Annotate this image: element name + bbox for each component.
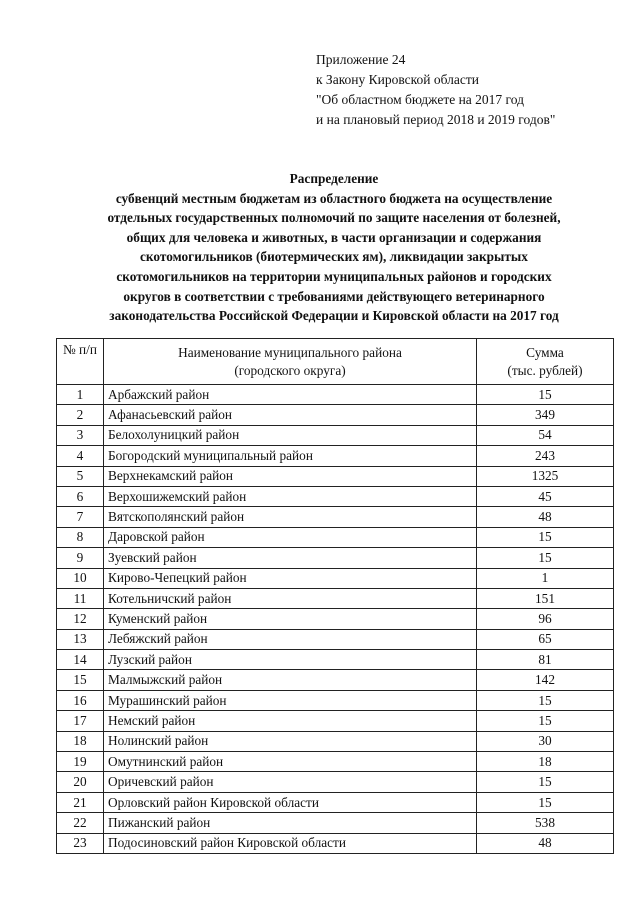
- title-line: законодательства Российской Федерации и Кировской области на 2017 год: [109, 308, 559, 324]
- row-number: 21: [57, 792, 104, 812]
- district-name: Белохолуницкий район: [104, 425, 477, 445]
- title-line: округов в соответствии с требованиями действующего ветеринарного: [123, 288, 545, 304]
- table-row: [57, 446, 614, 466]
- subsidy-amount: 18: [477, 752, 614, 772]
- header-sum-line2: (тыс. рублей): [507, 362, 583, 378]
- title-heading: Распределение: [289, 171, 379, 186]
- table-row: [57, 813, 614, 833]
- subsidy-amount: 81: [477, 650, 614, 670]
- table-row: [57, 548, 614, 568]
- subsidy-amount: 54: [477, 425, 614, 445]
- row-number: 16: [57, 690, 104, 710]
- row-number: 10: [57, 568, 104, 588]
- row-number: 9: [57, 548, 104, 568]
- subsidy-amount: 1325: [477, 466, 614, 486]
- subsidy-amount: 15: [477, 711, 614, 731]
- row-number: 18: [57, 731, 104, 751]
- title-line: скотомогильников (биотермических ям), ликвидации закрытых: [140, 249, 528, 265]
- row-number: 11: [57, 588, 104, 608]
- table-row: [57, 385, 614, 405]
- subsidy-amount: 15: [477, 385, 614, 405]
- appendix-number: Приложение 24: [316, 52, 406, 67]
- row-number: 8: [57, 527, 104, 547]
- table-row: [57, 486, 614, 506]
- subsidy-amount: 151: [477, 588, 614, 608]
- district-name: Подосиновский район Кировской области: [104, 833, 477, 853]
- district-name: Кирово-Чепецкий район: [104, 568, 477, 588]
- district-name: Лузский район: [104, 650, 477, 670]
- subsidy-amount: 15: [477, 792, 614, 812]
- subsidy-amount: 65: [477, 629, 614, 649]
- header-num: № п/п: [57, 339, 104, 385]
- row-number: 7: [57, 507, 104, 527]
- table-row: [57, 405, 614, 425]
- subsidy-amount: 142: [477, 670, 614, 690]
- header-sum: [477, 339, 614, 385]
- table-row: [57, 609, 614, 629]
- row-number: 3: [57, 425, 104, 445]
- district-name: Оричевский район: [104, 772, 477, 792]
- district-name: Пижанский район: [104, 813, 477, 833]
- row-number: 12: [57, 609, 104, 629]
- header-sum-line1: Сумма: [526, 344, 564, 360]
- district-name: Богородский муниципальный район: [104, 446, 477, 466]
- row-number: 19: [57, 752, 104, 772]
- row-number: 20: [57, 772, 104, 792]
- header-name-line1: Наименование муниципального района: [178, 344, 402, 360]
- title-line: общих для человека и животных, в части организации и содержания: [126, 229, 542, 245]
- subsidy-amount: 45: [477, 486, 614, 506]
- table-row: [57, 568, 614, 588]
- district-name: Зуевский район: [104, 548, 477, 568]
- district-name: Орловский район Кировской области: [104, 792, 477, 812]
- appendix-law-period: и на плановый период 2018 и 2019 годов": [316, 112, 556, 127]
- row-number: 5: [57, 466, 104, 486]
- table-row: [57, 731, 614, 751]
- district-name: Лебяжский район: [104, 629, 477, 649]
- district-name: Верхнекамский район: [104, 466, 477, 486]
- subsidy-amount: 15: [477, 527, 614, 547]
- row-number: 2: [57, 405, 104, 425]
- subsidy-amount: 30: [477, 731, 614, 751]
- district-name: Куменский район: [104, 609, 477, 629]
- row-number: 4: [57, 446, 104, 466]
- table-row: [57, 690, 614, 710]
- subsidy-amount: 349: [477, 405, 614, 425]
- table-row: [57, 588, 614, 608]
- subsidy-amount: 538: [477, 813, 614, 833]
- table-row: [57, 711, 614, 731]
- subsidy-amount: 1: [477, 568, 614, 588]
- district-name: Арбажский район: [104, 385, 477, 405]
- row-number: 6: [57, 486, 104, 506]
- subsidy-amount: 96: [477, 609, 614, 629]
- table-row: [57, 629, 614, 649]
- district-name: Малмыжский район: [104, 670, 477, 690]
- title-line: отдельных государственных полномочий по защите населения от болезней,: [107, 210, 561, 226]
- subsidy-amount: 15: [477, 690, 614, 710]
- row-number: 23: [57, 833, 104, 853]
- distribution-table: [56, 338, 614, 854]
- appendix-law: к Закону Кировской области: [316, 72, 480, 87]
- district-name: Афанасьевский район: [104, 405, 477, 425]
- district-name: Котельничский район: [104, 588, 477, 608]
- subsidy-amount: 15: [477, 772, 614, 792]
- table-row: [57, 833, 614, 853]
- table-row: [57, 752, 614, 772]
- table-header-row: [57, 339, 614, 385]
- district-name: Мурашинский район: [104, 690, 477, 710]
- appendix-header: [316, 50, 555, 130]
- header-name: [104, 339, 477, 385]
- district-name: Даровской район: [104, 527, 477, 547]
- table-row: [57, 650, 614, 670]
- document-title: [48, 169, 620, 326]
- district-name: Вятскополянский район: [104, 507, 477, 527]
- subsidy-amount: 48: [477, 507, 614, 527]
- row-number: 13: [57, 629, 104, 649]
- row-number: 14: [57, 650, 104, 670]
- table-row: [57, 670, 614, 690]
- district-name: Нолинский район: [104, 731, 477, 751]
- subsidy-amount: 48: [477, 833, 614, 853]
- subsidy-amount: 15: [477, 548, 614, 568]
- table-row: [57, 527, 614, 547]
- row-number: 22: [57, 813, 104, 833]
- row-number: 1: [57, 385, 104, 405]
- table-row: [57, 772, 614, 792]
- district-name: Немский район: [104, 711, 477, 731]
- table-row: [57, 425, 614, 445]
- district-name: Верхошижемский район: [104, 486, 477, 506]
- subsidy-amount: 243: [477, 446, 614, 466]
- district-name: Омутнинский район: [104, 752, 477, 772]
- table-row: [57, 792, 614, 812]
- table-row: [57, 466, 614, 486]
- table-row: [57, 507, 614, 527]
- title-line: скотомогильников на территории муниципальных районов и городских: [116, 268, 552, 284]
- appendix-law-title: "Об областном бюджете на 2017 год: [316, 92, 524, 107]
- row-number: 17: [57, 711, 104, 731]
- header-name-line2: (городского округа): [234, 362, 346, 378]
- title-line: субвенций местным бюджетам из областного бюджета на осуществление: [115, 190, 553, 206]
- row-number: 15: [57, 670, 104, 690]
